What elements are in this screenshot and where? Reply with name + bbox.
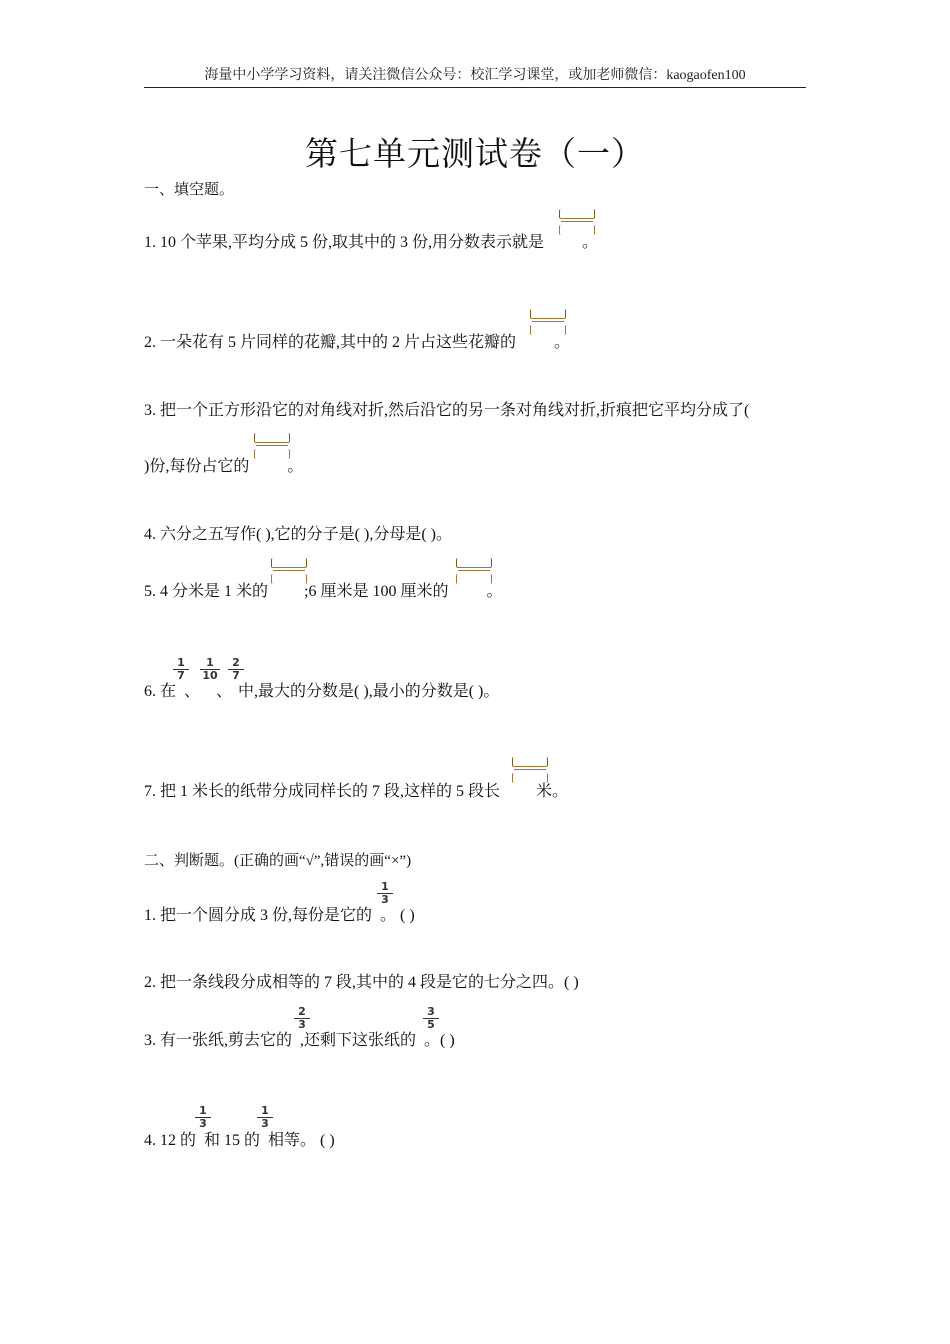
judgement-4-part-1: 4. 12 的 bbox=[144, 1132, 197, 1149]
fraction-two-sevenths: 2 7 bbox=[228, 657, 244, 682]
fraction-three-fifths: 3 5 bbox=[423, 1006, 439, 1031]
section-true-false-heading: 二、判断题。(正确的画“√”,错误的画“×”) bbox=[144, 851, 412, 869]
question-2-end: 。 bbox=[554, 334, 571, 351]
question-3-text: )份,每份占它的 bbox=[144, 458, 250, 475]
judgement-3-end: 。( ) bbox=[424, 1032, 455, 1049]
question-1-end: 。 bbox=[582, 234, 599, 251]
fraction-one-tenth: 1 10 bbox=[200, 657, 220, 682]
judgement-4-end: 相等。 ( ) bbox=[268, 1132, 335, 1149]
question-5-part-2: ;6 厘米是 100 厘米的 bbox=[304, 583, 449, 600]
question-6-separator: 、 bbox=[216, 683, 233, 700]
question-6 bbox=[144, 681, 499, 703]
judgement-1 bbox=[144, 905, 415, 927]
fraction-blank[interactable] bbox=[456, 558, 492, 588]
fraction-two-thirds: 2 3 bbox=[294, 1006, 310, 1031]
question-1-text: 1. 10 个苹果,平均分成 5 份,取其中的 3 份,用分数表示就是 bbox=[144, 234, 545, 251]
question-5-end: 。 bbox=[486, 583, 503, 600]
question-7-end: 米。 bbox=[536, 783, 569, 800]
fraction-one-third: 1 3 bbox=[377, 881, 393, 906]
fraction-blank[interactable] bbox=[512, 757, 548, 787]
fraction-blank[interactable] bbox=[271, 558, 307, 588]
fraction-blank[interactable] bbox=[254, 433, 290, 463]
fraction-one-third: 1 3 bbox=[195, 1105, 211, 1130]
judgement-1-end: 。 ( ) bbox=[380, 907, 415, 924]
question-1 bbox=[144, 232, 598, 254]
section-fill-in-heading: 一、填空题。 bbox=[144, 180, 235, 198]
question-5-part-1: 5. 4 分米是 1 米的 bbox=[144, 583, 269, 600]
question-6-separator: 、 bbox=[184, 683, 201, 700]
judgement-3-part-2: ,还剩下这张纸的 bbox=[300, 1032, 417, 1049]
question-5 bbox=[144, 581, 502, 603]
fraction-one-third: 1 3 bbox=[257, 1105, 273, 1130]
question-2 bbox=[144, 332, 570, 354]
section-true-false-note: (正确的画“√”,错误的画“×”) bbox=[234, 853, 412, 869]
judgement-2: 2. 把一条线段分成相等的 7 段,其中的 4 段是它的七分之四。( ) bbox=[144, 974, 579, 991]
judgement-1-text: 1. 把一个圆分成 3 份,每份是它的 bbox=[144, 907, 373, 924]
question-3-line-1: 3. 把一个正方形沿它的对角线对折,然后沿它的另一条对角线对折,折痕把它平均分成了( bbox=[144, 402, 750, 419]
fraction-blank[interactable] bbox=[530, 309, 566, 339]
question-6-suffix: 中,最大的分数是( ),最小的分数是( )。 bbox=[238, 683, 500, 700]
judgement-3-part-1: 3. 有一张纸,剪去它的 bbox=[144, 1032, 293, 1049]
fraction-one-seventh: 1 7 bbox=[173, 657, 189, 682]
page-title: 第七单元测试卷（一） bbox=[305, 134, 645, 173]
question-6-prefix: 6. 在 bbox=[144, 683, 177, 700]
judgement-4-part-2: 和 15 的 bbox=[204, 1132, 261, 1149]
judgement-4 bbox=[144, 1130, 335, 1152]
judgement-3 bbox=[144, 1030, 455, 1052]
question-2-text: 2. 一朵花有 5 片同样的花瓣,其中的 2 片占这些花瓣的 bbox=[144, 334, 517, 351]
question-4: 4. 六分之五写作( ),它的分子是( ),分母是( )。 bbox=[144, 526, 452, 543]
question-7 bbox=[144, 781, 568, 803]
fraction-blank[interactable] bbox=[559, 209, 595, 239]
page-header: 海量中小学学习资料，请关注微信公众号：校汇学习课堂，或加老师微信：kaogaofen100 bbox=[144, 64, 806, 88]
question-3-end: 。 bbox=[287, 458, 304, 475]
question-7-text: 7. 把 1 米长的纸带分成同样长的 7 段,这样的 5 段长 bbox=[144, 783, 501, 800]
